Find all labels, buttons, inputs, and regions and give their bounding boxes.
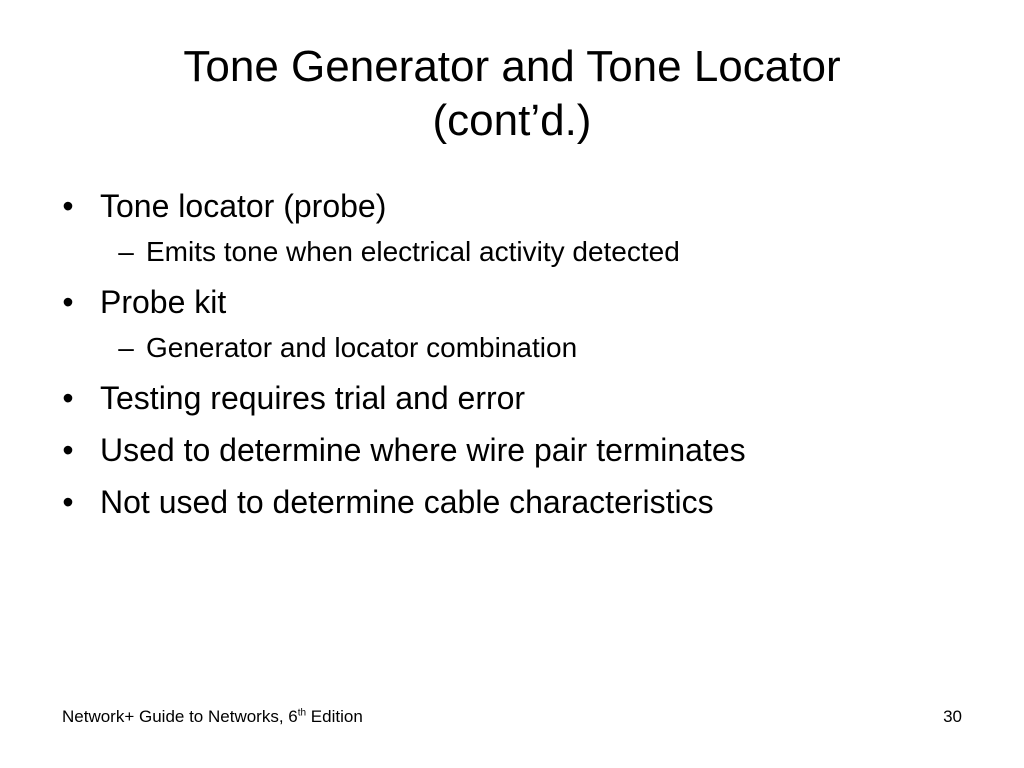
bullet-text: Testing requires trial and error — [100, 380, 526, 416]
page-number: 30 — [943, 707, 962, 726]
bullet-item-trial-and-error — [58, 378, 978, 418]
footer-book-title — [62, 706, 363, 728]
sub-bullet-marker: – — [118, 236, 134, 267]
bullet-marker: • — [62, 188, 74, 224]
bullet-marker: • — [62, 284, 74, 320]
bullet-item-wire-pair — [58, 430, 978, 470]
bullet-item-cable-characteristics — [58, 482, 978, 522]
footer-edition-superscript: th — [297, 707, 307, 719]
footer-title-text: Network+ Guide to Networks, 6 — [62, 707, 298, 726]
bullet-text: Tone locator (probe) — [100, 188, 387, 224]
slide-title-line-1: Tone Generator and Tone Locator — [183, 42, 841, 91]
sub-item-emits-tone — [58, 234, 978, 270]
bullet-item-tone-locator — [58, 186, 978, 226]
sub-bullet-text: Generator and locator combination — [146, 332, 578, 363]
sub-bullet-text: Emits tone when electrical activity detected — [146, 236, 680, 267]
bullet-text: Probe kit — [100, 284, 227, 320]
slide-title-line-2: (cont’d.) — [432, 96, 592, 145]
footer-edition-word: Edition — [306, 707, 363, 726]
bullet-list — [58, 186, 978, 534]
slide-title — [60, 40, 964, 148]
sub-item-combination — [58, 330, 978, 366]
bullet-marker: • — [62, 484, 74, 520]
bullet-text: Used to determine where wire pair terminates — [100, 432, 746, 468]
sub-bullet-marker: – — [118, 332, 134, 363]
bullet-item-probe-kit — [58, 282, 978, 322]
bullet-marker: • — [62, 432, 74, 468]
bullet-marker: • — [62, 380, 74, 416]
bullet-text: Not used to determine cable characteristics — [100, 484, 714, 520]
